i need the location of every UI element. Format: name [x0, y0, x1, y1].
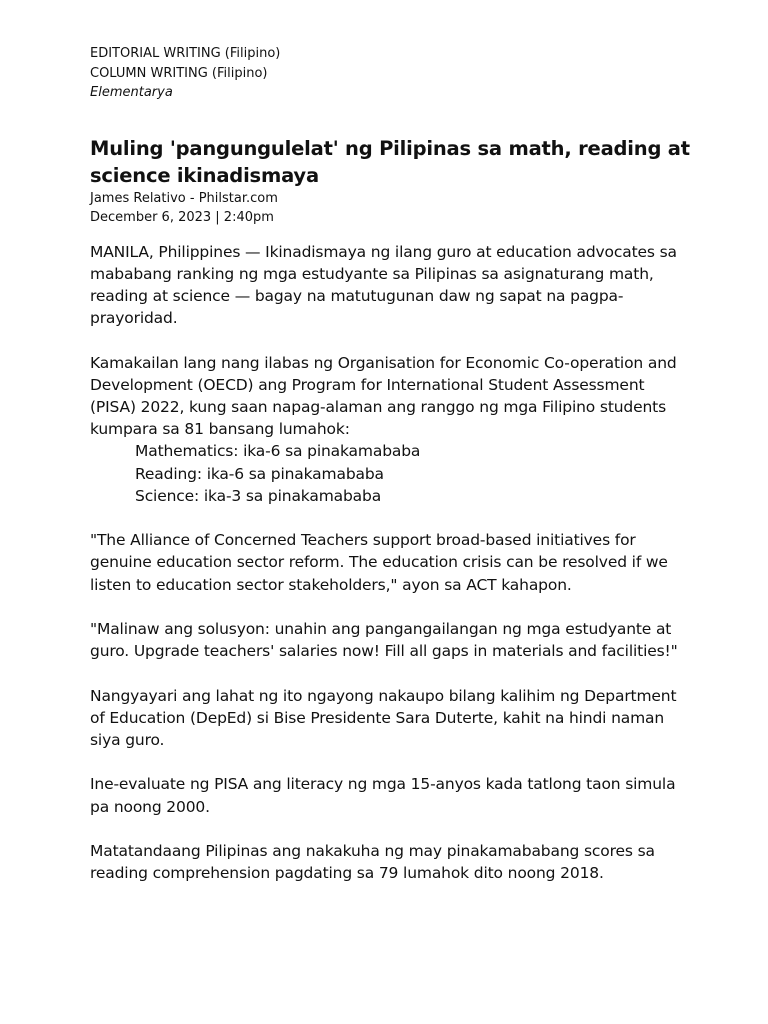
paragraph-5: Nangyayari ang lahat ng ito ngayong nakaupo bilang kalihim ng Department of Education (DepEd) si Bise Presidente Sara Duterte, kahit na hindi naman siya guro. [90, 686, 677, 749]
rankings-list [90, 440, 690, 507]
ranking-science: Science: ika-3 sa pinakamababa [135, 486, 382, 505]
document-page [90, 44, 690, 884]
article-dateline: December 6, 2023 | 2:40pm [90, 210, 274, 225]
ranking-reading: Reading: ika-6 sa pinakamababa [135, 464, 384, 483]
paragraph-2: Kamakailan lang nang ilabas ng Organisation for Economic Co-operation and Development (OECD) ang Program for International Student Assessment (PISA) 2022, kung saan napag-alaman ang ranggo ng mga Filipino students kumpara sa 81 bansang lumahok: [90, 353, 677, 439]
paragraph-7: Matatandaang Pilipinas ang nakakuha ng may pinakamababang scores sa reading comprehension pagdating sa 79 lumahok dito noong 2018. [90, 841, 655, 883]
article-title: Muling 'pangungulelat' ng Pilipinas sa math, reading at science ikinadismaya [90, 136, 690, 187]
paragraph-4: "Malinaw ang solusyon: unahin ang pangangailangan ng mga estudyante at guro. Upgrade teachers' salaries now! Fill all gaps in materials and facilities!" [90, 619, 678, 661]
paragraph-1: MANILA, Philippines — Ikinadismaya ng ilang guro at education advocates sa mababang ranking ng mga estudyante sa Pilipinas sa asignaturang math, reading at science — bagay na matutugunan daw ng sapat na pagpa-prayoridad. [90, 242, 677, 328]
article-author: James Relativo - Philstar.com [90, 190, 278, 206]
category-column: COLUMN WRITING (Filipino) [90, 65, 268, 81]
paragraph-3: "The Alliance of Concerned Teachers support broad-based initiatives for genuine education sector reform. The education crisis can be resolved if we listen to education sector stakeholders," ayon sa ACT kahapon. [90, 531, 668, 594]
paragraph-6: Ine-evaluate ng PISA ang literacy ng mga 15-anyos kada tatlong taon simula pa noong 2000. [90, 775, 676, 816]
ranking-mathematics: Mathematics: ika-6 sa pinakamababa [135, 442, 421, 461]
category-editorial: EDITORIAL WRITING (Filipino) [90, 46, 281, 61]
level-label: Elementarya [90, 85, 173, 100]
